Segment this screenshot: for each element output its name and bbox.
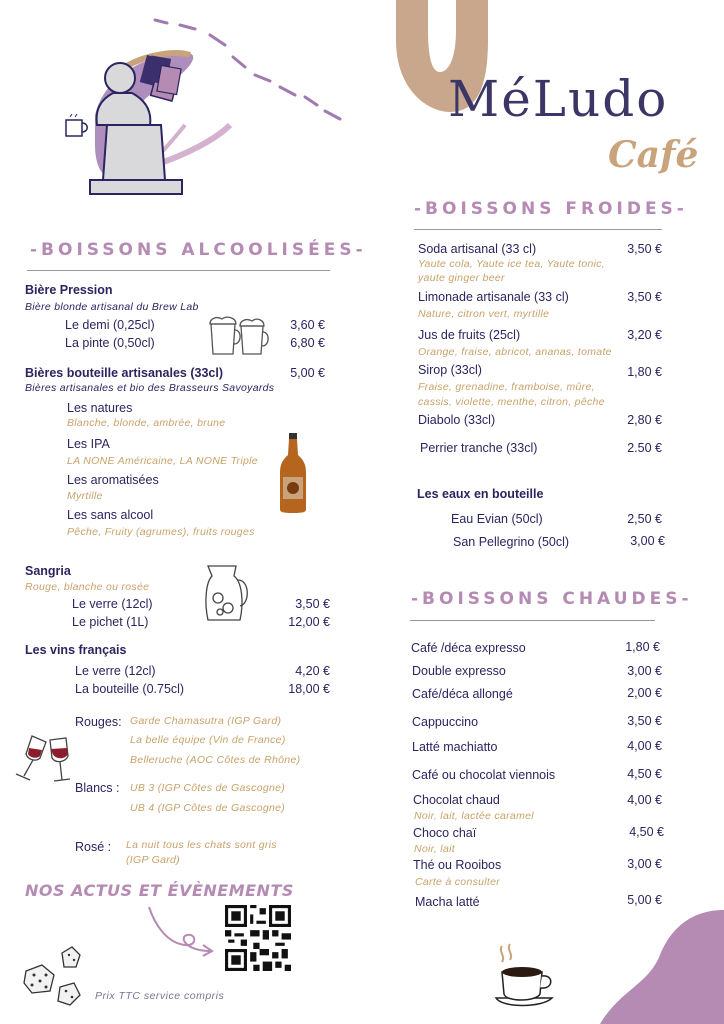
menu-item: Les aromatisées <box>67 473 159 487</box>
wine-item: La belle équipe (Vin de France) <box>130 734 286 746</box>
menu-item: Choco chaï <box>413 826 477 840</box>
mug-icon <box>62 112 92 142</box>
menu-price: 3,00 € <box>630 534 665 548</box>
menu-item-sub: Blanche, blonde, ambrée, brune <box>67 417 226 429</box>
sangria-title: Sangria <box>25 564 71 578</box>
wine-item: Garde Chamasutra (IGP Gard) <box>130 715 282 727</box>
menu-price: 2,80 € <box>627 413 662 427</box>
menu-item: Cappuccino <box>412 715 479 729</box>
menu-price: 3,00 € <box>627 857 662 871</box>
menu-item: Café ou chocolat viennois <box>412 768 556 782</box>
menu-price: 3,50 € <box>627 714 662 728</box>
menu-price: 3,00 € <box>627 664 662 678</box>
menu-price: 5,00 € <box>627 893 662 907</box>
wine-item: La nuit tous les chats sont gris <box>126 839 277 851</box>
dice-icon <box>22 945 90 1007</box>
menu-item: La pinte (0,50cl) <box>65 336 155 350</box>
menu-item: Sirop (33cl) <box>418 363 482 377</box>
menu-item: San Pellegrino (50cl) <box>453 535 570 549</box>
menu-item-sub: Pêche, Fruity (agrumes), fruits rouges <box>67 526 255 538</box>
menu-item: Diabolo (33cl) <box>418 413 496 427</box>
wine-item: UB 3 (IGP Côtes de Gascogne) <box>130 782 286 794</box>
wine-glasses-icon <box>10 732 78 784</box>
beer-bottle-icon <box>277 433 309 513</box>
alcool-divider <box>27 270 330 271</box>
menu-item: Les IPA <box>67 437 110 451</box>
qr-code-icon <box>225 905 291 971</box>
wine-item: UB 4 (IGP Côtes de Gascogne) <box>130 802 286 814</box>
menu-item-sub: cassis, violette, menthe, citron, pêche <box>418 396 605 408</box>
menu-item-sub: Orange, fraise, abricot, ananas, tomate <box>418 346 612 358</box>
menu-item: Double expresso <box>412 664 506 678</box>
menu-price: 1,80 € <box>627 365 662 379</box>
news-title: NOS ACTUS ET ÉVÈNEMENTS <box>25 881 294 900</box>
menu-price: 6,80 € <box>290 336 325 350</box>
wine-item: Belleruche (AOC Côtes de Rhône) <box>130 754 301 766</box>
biere-pression-desc: Bière blonde artisanal du Brew Lab <box>25 301 199 313</box>
meeple-icon <box>55 15 355 210</box>
menu-price: 4,50 € <box>627 767 662 781</box>
menu-item: Le verre (12cl) <box>72 597 153 611</box>
menu-item: Le pichet (1L) <box>72 615 149 629</box>
menu-item: Jus de fruits (25cl) <box>418 328 521 342</box>
menu-item-sub: Nature, citron vert, myrtille <box>418 308 550 320</box>
chaudes-heading: -BOISSONS CHAUDES- <box>411 589 693 609</box>
alcool-heading: -BOISSONS ALCOOLISÉES- <box>30 240 367 260</box>
menu-item-sub: Noir, lait <box>414 843 455 855</box>
menu-price: 3,50 € <box>627 290 662 304</box>
cards-icon <box>145 55 185 100</box>
menu-price: 12,00 € <box>288 615 330 629</box>
menu-item-sub: Carte à consulter <box>415 876 501 888</box>
menu-price: 3,60 € <box>290 318 325 332</box>
purple-blob-shape <box>600 910 724 1024</box>
menu-item: Macha latté <box>415 895 480 909</box>
chaudes-divider <box>410 620 655 621</box>
menu-item: Latté machiatto <box>412 740 498 754</box>
arrow-icon <box>145 905 217 957</box>
menu-item: Thé ou Rooibos <box>413 858 502 872</box>
menu-item: Café /déca expresso <box>411 641 526 655</box>
menu-price: 2,00 € <box>627 686 662 700</box>
wine-item: (IGP Gard) <box>126 854 180 866</box>
coffee-cup-icon <box>492 942 560 1012</box>
blancs-label: Blancs : <box>75 781 120 795</box>
menu-price: 4,00 € <box>627 739 662 753</box>
menu-item: Les sans alcool <box>67 508 154 522</box>
menu-item-sub: LA NONE Américaine, LA NONE Triple <box>67 455 258 467</box>
menu-item: Limonade artisanale (33 cl) <box>418 290 569 304</box>
rose-label: Rosé : <box>75 840 112 854</box>
biere-pression-title: Bière Pression <box>25 283 113 297</box>
menu-item-sub: yaute ginger beer <box>418 272 505 284</box>
menu-item-sub: Noir, lait, lactée caramel <box>414 810 534 822</box>
menu-price: 4,20 € <box>295 664 330 678</box>
froides-divider <box>414 229 662 230</box>
menu-item: Café/déca allongé <box>412 687 513 701</box>
price-note: Prix TTC service compris <box>95 990 225 1002</box>
froides-heading: -BOISSONS FROIDES- <box>414 199 688 219</box>
vins-title: Les vins français <box>25 643 127 657</box>
menu-item: Perrier tranche (33cl) <box>420 441 538 455</box>
menu-price: 18,00 € <box>288 682 330 696</box>
menu-price: 4,00 € <box>627 793 662 807</box>
menu-item-sub: Fraise, grenadine, framboise, mûre, <box>418 381 595 393</box>
eaux-title: Les eaux en bouteille <box>417 487 544 501</box>
menu-item: Chocolat chaud <box>413 793 500 807</box>
menu-item: Soda artisanal (33 cl) <box>418 242 537 256</box>
menu-price: 4,50 € <box>629 825 664 839</box>
menu-price: 1,80 € <box>625 640 660 654</box>
menu-price: 2.50 € <box>627 441 662 455</box>
menu-price: 3,50 € <box>295 597 330 611</box>
brand-name: MéLudo <box>448 70 669 128</box>
rouges-label: Rouges: <box>75 715 122 729</box>
menu-item: Eau Evian (50cl) <box>451 512 543 526</box>
menu-item: Le demi (0,25cl) <box>65 318 155 332</box>
pitcher-icon <box>200 562 252 624</box>
menu-price: 3,50 € <box>627 242 662 256</box>
menu-price: 3,20 € <box>627 328 662 342</box>
sangria-sub: Rouge, blanche ou rosée <box>25 581 150 593</box>
menu-price: 2,50 € <box>627 512 662 526</box>
menu-item: La bouteille (0.75cl) <box>75 682 185 696</box>
menu-item-sub: Yaute cola, Yaute ice tea, Yaute tonic, <box>418 258 606 270</box>
bouteilles-desc: Bières artisanales et bio des Brasseurs Savoyards <box>25 382 275 394</box>
menu-item-sub: Myrtille <box>67 490 103 502</box>
beer-mugs-icon <box>205 312 271 358</box>
menu-item: Le verre (12cl) <box>75 664 156 678</box>
brand-tagline: Café <box>608 134 699 176</box>
bouteilles-title: Bières bouteille artisanales (33cl) <box>25 366 224 380</box>
menu-item: Les natures <box>67 401 133 415</box>
bouteilles-price: 5,00 € <box>290 366 325 380</box>
